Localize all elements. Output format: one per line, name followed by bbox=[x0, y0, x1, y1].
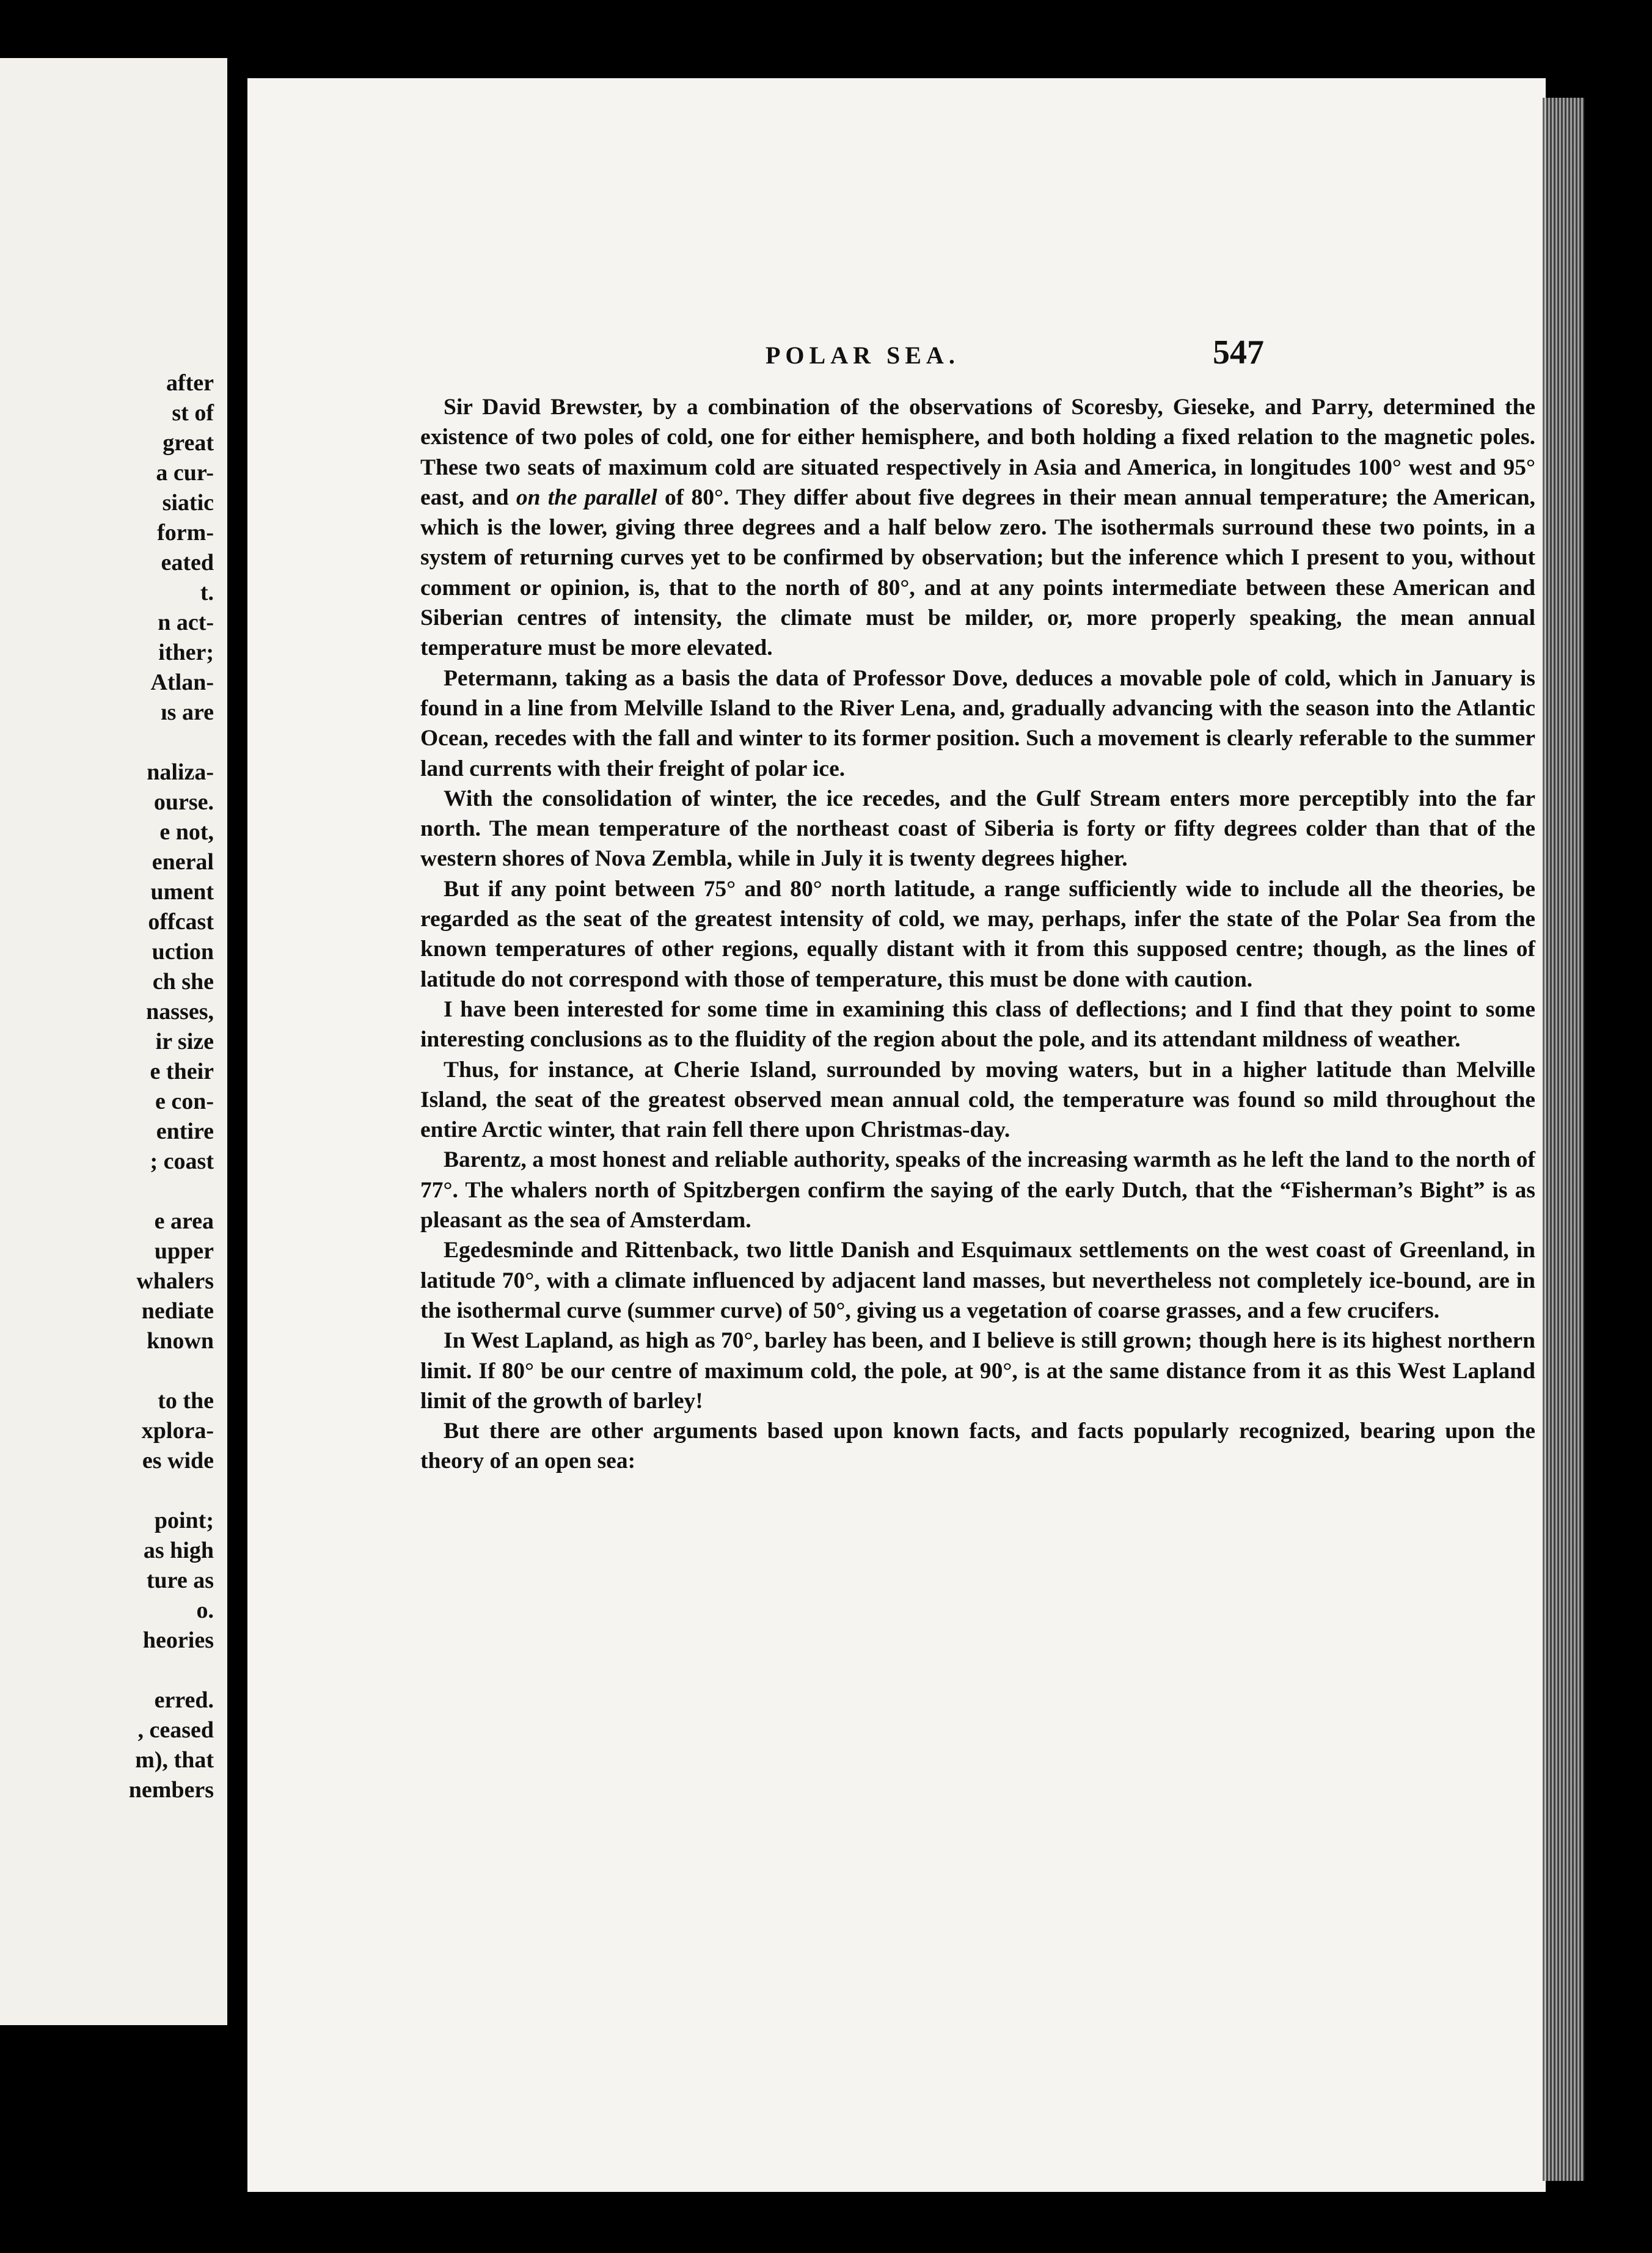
left-page-fragment: st of bbox=[172, 400, 214, 426]
left-page-fragment: e area bbox=[154, 1208, 214, 1234]
left-page-fragment: entire bbox=[156, 1119, 214, 1144]
left-page-fragment: ıs are bbox=[161, 699, 214, 725]
paragraph-5: I have been interested for some time in examining this class of deflections; and I find that they point to some interesting conclusions as to the fluidity of the region about the pole, and its attendant mildness of weather. bbox=[420, 996, 1535, 1053]
right-page bbox=[247, 78, 1546, 2192]
page-number: 547 bbox=[1213, 334, 1264, 371]
left-page-fragment: o. bbox=[196, 1598, 214, 1623]
left-page-fragment: nasses, bbox=[146, 999, 214, 1024]
left-page-fragment: n act- bbox=[158, 610, 214, 635]
left-page-fragment: ir size bbox=[155, 1029, 214, 1054]
body-text bbox=[420, 392, 1535, 1477]
paragraph-1-italic-text: on the parallel bbox=[516, 484, 657, 510]
page-title: POLAR SEA. bbox=[766, 341, 960, 369]
paragraph-8: Egedesminde and Rittenback, two little Danish and Esquimaux settlements on the west coast of Greenland, in latitude 70°, with a climate influenced by adjacent land masses, but nevertheless not completely ice-bound, are in the isothermal curve (summer curve) of 50°, giving us a vegetation of coarse grasses, and a few crucifers. bbox=[420, 1238, 1535, 1323]
left-page-fragment: ture as bbox=[146, 1568, 214, 1593]
left-page-fragment: t. bbox=[200, 580, 214, 605]
paragraph-3: With the consolidation of winter, the ice recedes, and the Gulf Stream enters more perceptibly into the far north. The mean temperature of the northeast coast of Siberia is forty or fifty degrees colder than that of the western shores of Nova Zembla, while in July it is twenty degrees higher. bbox=[420, 786, 1535, 872]
left-page-fragment: offcast bbox=[148, 909, 214, 935]
left-page-fragment: heories bbox=[142, 1627, 214, 1653]
paragraph-1-text-continued: of 80°. They differ about five degrees in their mean annual temperature; the American, which is the lower, giving three degrees and a half below zero. The isothermals surround these two points, in a system of returning curves yet to be confirmed by observation; but the inference which I present to you, without comment or opinion, is, that to the north of 80°, and at any points intermediate between these American and Siberian centres of intensity, the climate must be milder, or, more properly speaking, the mean annual temperature must be more elevated. bbox=[420, 484, 1535, 661]
left-page-fragment: ument bbox=[150, 879, 214, 905]
left-page-fragment: ourse. bbox=[153, 789, 214, 815]
left-page-fragment: e con- bbox=[155, 1089, 214, 1114]
paragraph-2: Petermann, taking as a basis the data of Professor Dove, deduces a movable pole of cold, which in January is found in a line from Melville Island to the River Lena, and, gradually advancing with the season into the Atlantic Ocean, recedes with the fall and winter to its former position. Such a movement is clearly referable to the summer land currents with their freight of polar ice. bbox=[420, 665, 1535, 781]
left-page-fragment: erred. bbox=[154, 1687, 214, 1713]
left-page-fragment: as high bbox=[143, 1538, 214, 1563]
left-page-fragment: form- bbox=[157, 520, 214, 546]
paragraph-10: But there are other arguments based upon known facts, and facts popularly recognized, bearing upon the theory of an open sea: bbox=[420, 1419, 1535, 1474]
left-page-fragment: eneral bbox=[152, 849, 214, 875]
left-page-fragment: e their bbox=[150, 1059, 214, 1084]
left-page-fragment: xplora- bbox=[141, 1418, 214, 1444]
left-page-fragment: ; coast bbox=[150, 1148, 214, 1174]
left-page-fragment: a cur- bbox=[156, 460, 214, 486]
left-page-fragment: uction bbox=[152, 939, 214, 965]
left-page-fragment: , ceased bbox=[137, 1717, 214, 1743]
left-page-fragment: upper bbox=[154, 1238, 214, 1264]
left-page-fragment: point; bbox=[154, 1508, 214, 1533]
left-page-fragment: ch she bbox=[152, 969, 214, 995]
left-page-fragment: m), that bbox=[135, 1747, 214, 1773]
left-page-fragment: es wide bbox=[142, 1448, 214, 1473]
left-page-fragment: ither; bbox=[158, 640, 214, 665]
left-page-fragment: Atlan- bbox=[150, 670, 214, 695]
left-page-fragment: great bbox=[163, 430, 214, 456]
paragraph-9: In West Lapland, as high as 70°, barley has been, and I believe is still grown; though here is its highest northern limit. If 80° be our centre of maximum cold, the pole, at 90°, is at the same distance from it as this West Lapland limit of the growth of barley! bbox=[420, 1328, 1535, 1414]
left-page-fragment: siatic bbox=[162, 490, 214, 516]
left-page-fragment: to the bbox=[158, 1388, 214, 1414]
paragraph-6: Thus, for instance, at Cherie Island, surrounded by moving waters, but in a higher latitude than Melville Island, the seat of the greatest observed mean annual cold, the temperature was found so mild throughout the entire Arctic winter, that rain fell there upon Christmas-day. bbox=[420, 1057, 1535, 1143]
left-page-fragment: after bbox=[166, 370, 214, 396]
left-page-fragment: e not, bbox=[159, 819, 214, 845]
paragraph-1 bbox=[420, 392, 1535, 663]
paragraph-7: Barentz, a most honest and reliable authority, speaks of the increasing warmth as he left the land to the north of 77°. The whalers north of Spitzbergen confirm the saying of the early Dutch, that the “Fisherman’s Bight” is as pleasant as the sea of Amsterdam. bbox=[420, 1147, 1535, 1233]
left-page-fragment: naliza- bbox=[147, 759, 214, 785]
running-head bbox=[247, 330, 1546, 373]
left-page-fragment: eated bbox=[161, 550, 214, 575]
book-page-edges bbox=[1543, 98, 1584, 2181]
paragraph-4: But if any point between 75° and 80° north latitude, a range sufficiently wide to include all the theories, be regarded as the seat of the greatest intensity of cold, we may, perhaps, infer the state of the Polar Sea from the known temperatures of other regions, equally distant with it from this supposed centre; though, as the lines of latitude do not correspond with those of temperature, this must be done with caution. bbox=[420, 876, 1535, 992]
paragraph-1-text: Sir David Brewster, by a combination of the observations of Scoresby, Gieseke, and Parry, determined the existence of two poles of cold, one for either hemisphere, and both holding a fixed relation to the magnetic poles. These two seats of maximum cold are situated respectively in Asia and America, in longitudes 100° west and 95° east, and bbox=[420, 395, 1535, 510]
left-page-fragment: nediate bbox=[141, 1298, 214, 1324]
left-page-fragment: whalers bbox=[136, 1268, 214, 1294]
left-page-fragment: known bbox=[147, 1328, 214, 1354]
left-facing-page bbox=[0, 58, 227, 2025]
left-page-fragment: nembers bbox=[128, 1777, 214, 1803]
